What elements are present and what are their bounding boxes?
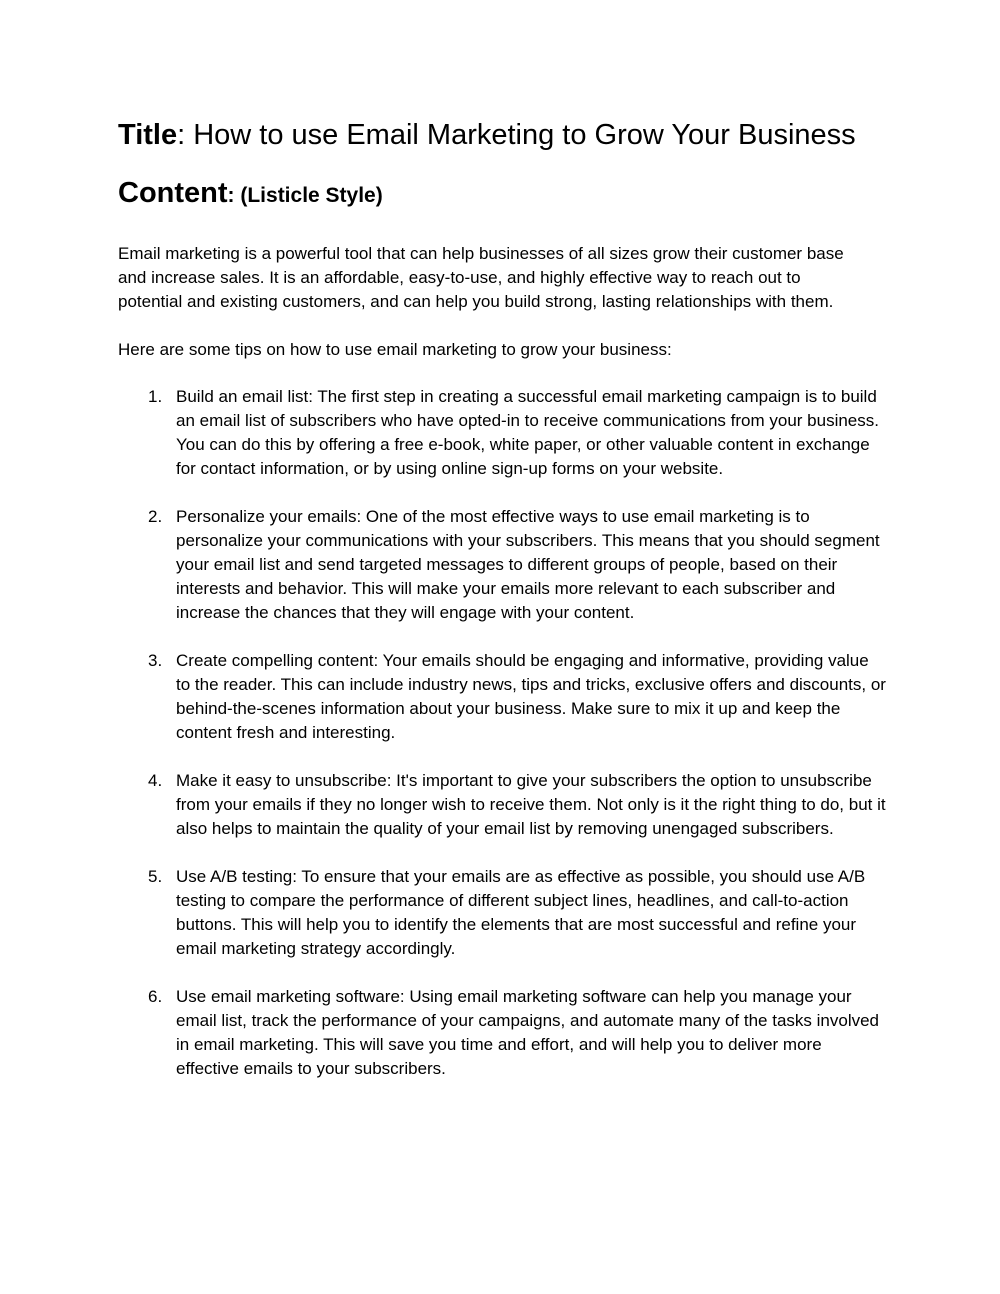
document-title xyxy=(118,116,882,154)
list-item-number: 5. xyxy=(148,867,163,886)
list-item-text: Use A/B testing: To ensure that your emails are as effective as possible, you should use A/B testing to compare the performance of different subject lines, headlines, and call-to-action buttons. This will help you to identify the elements that are most successful and refine your email marketing strategy accordingly. xyxy=(176,867,866,958)
list-item xyxy=(118,385,886,481)
tips-list xyxy=(118,385,886,1081)
list-item-number: 6. xyxy=(148,987,163,1006)
title-label: Title xyxy=(118,119,178,151)
content-label: Content xyxy=(118,177,228,209)
list-item-number: 3. xyxy=(148,651,163,670)
list-item-text: Personalize your emails: One of the most effective ways to use email marketing is to personalize your communications with your subscribers. This means that you should segment your email list and send targeted messages to different groups of people, based on their interests and behavior. This will make your emails more relevant to each subscriber and increase the chances that they will engage with your content. xyxy=(176,507,880,622)
content-style-note: : (Listicle Style) xyxy=(227,184,383,207)
list-item xyxy=(118,865,886,961)
list-item xyxy=(118,769,886,841)
list-item-number: 2. xyxy=(148,507,163,526)
title-text: : How to use Email Marketing to Grow Your Business xyxy=(177,119,856,151)
intro-paragraph: Email marketing is a powerful tool that can help businesses of all sizes grow their customer base and increase sales. It is an affordable, easy-to-use, and highly effective way to reach out to potential and existing customers, and can help you build strong, lasting relationships with them. xyxy=(118,244,844,311)
content-heading xyxy=(118,174,882,215)
list-item-number: 1. xyxy=(148,387,163,406)
list-item xyxy=(118,649,886,745)
list-item-text: Build an email list: The first step in creating a successful email marketing campaign is to build an email list of subscribers who have opted-in to receive communications from your business. You can do this by offering a free e-book, white paper, or other valuable content in exchange for contact information, or by using online sign-up forms on your website. xyxy=(176,387,879,478)
lead-paragraph: Here are some tips on how to use email marketing to grow your business: xyxy=(118,340,672,359)
list-item-text: Use email marketing software: Using email marketing software can help you manage your email list, track the performance of your campaigns, and automate many of the tasks involved in email marketing. This will save you time and effort, and will help you to deliver more effective emails to your subscribers. xyxy=(176,987,880,1078)
list-item-number: 4. xyxy=(148,771,163,790)
list-item xyxy=(118,985,886,1081)
list-item-text: Create compelling content: Your emails should be engaging and informative, providing value to the reader. This can include industry news, tips and tricks, exclusive offers and discounts, or behind-the-scenes information about your business. Make sure to mix it up and keep the content fresh and interesting. xyxy=(176,651,886,742)
list-item-text: Make it easy to unsubscribe: It's important to give your subscribers the option to unsubscribe from your emails if they no longer wish to receive them. Not only is it the right thing to do, but it also helps to maintain the quality of your email list by removing unengaged subscribers. xyxy=(176,771,886,838)
list-item xyxy=(118,505,886,625)
